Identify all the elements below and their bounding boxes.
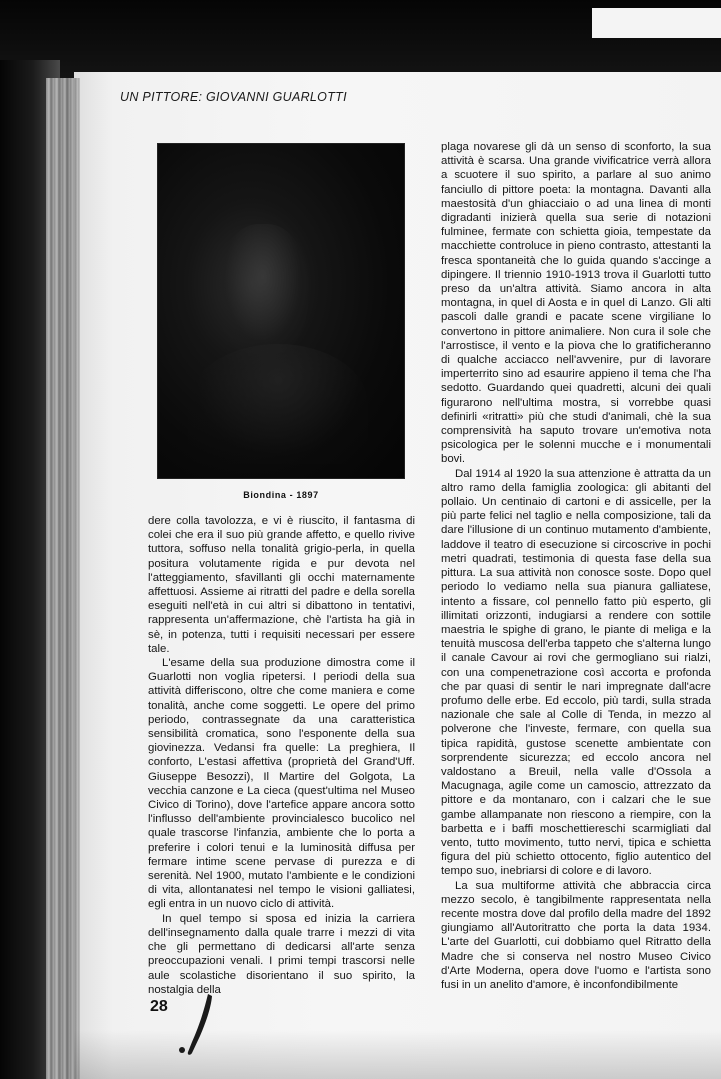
left-paragraph-1: dere colla tavolozza, e vi è riuscito, il fantasma di colei che era il suo più grande affetto, e quello rivive tuttora, soffuso nella tonalità grigio-perla, in quella positura volutamente rigida e pur devota nel l'atteggiamento, sfavillanti gli occhi maternamente affettuosi. Assieme ai ritratti del padre e della sorella eseguiti nell'età in cui altri si dibattono in tentativi, rappresenta un'affermazione, chè l'artista ha già in sè, in potenza, tutti i requisiti necessari per essere tale. [148,515,415,655]
scan-corner-patch [592,8,721,38]
portrait-body-shape [188,344,368,464]
left-paragraph-3: In quel tempo si sposa ed inizia la carriera dell'insegnamento dalla quale trarre i mezzi di vita che gli permettano di dedicarsi all'arte senza preoccupazioni venali. I primi tempi trascorsi nelle aule scolastiche disorientano il suo spirito, la nostalgia della [148,912,415,996]
book-gutter [46,78,80,1079]
scan-bottom-shade [74,1030,721,1079]
page-number: 28 [150,998,168,1015]
portrait-face-shape [218,224,308,354]
portrait-figure [158,144,404,478]
right-paragraph-3: La sua multiforme attività che abbraccia circa mezzo secolo, è tangibilmente rappresentata nella recente mostra dove dal profilo della madre del 1892 giungiamo all'Autoritratto che porta la data 1934. L'arte del Guarlotti, cui dobbiamo quel Ritratto della Madre che si conserva nel nostro Museo Civico d'Arte Moderna, opera dove l'uomo e l'artista sono fusi in un anelito d'amore, è inconfondibilmente [441,879,711,991]
ink-smudge-mark [178,990,218,1060]
right-paragraph-1: plaga novarese gli dà un senso di sconforto, la sua attività è scarsa. Una grande vivificatrice verrà allora a scuotere il suo spirito, a parlare al suo animo fanciullo di pittore poeta: la montagna. Davanti alla maestosità d'un ghiacciaio o ad una linea di monti digradanti inizierà quella sua serie di notazioni fulminee, fermate con schietta gioia, tempestate da macchiette controluce in pieno contrasto, attestanti la fresca spontaneità che lo guida quando s'accinge a dipingere. Il triennio 1910-1913 trova il Guarlotti tutto preso da un'altra attività. Siamo ancora in alta montagna, in quel di Aosta e in quel di Lanzo. Gli alti pascoli dalle grandi e pacate scene virgiliane lo convertono in pittore animaliere. Non cura il sole che l'arrostisce, il vento e la piova che lo gratificheranno di qualche acciacco nell'avvenire, pur di lavorare imperterrito sino ad esaurire appieno il tema che l'ha sedotto. Guardando quei quadretti, alcuni dei quali figurarono nell'ultima mostra, si vorrebbe quasi definirli «ritratti» più che studi d'animali, chè la sua comprensività ha saputo trovare un'emotiva nota psicologica per le solenni mucche e i monumentali bovi. [441,141,711,466]
left-column [148,514,415,1024]
right-paragraph-2: Dal 1914 al 1920 la sua attenzione è attratta da un altro ramo della famiglia zoologica: gli abitanti del pollaio. Un centinaio di cartoni e di assicelle, per la più parte felici nel taglio e nella composizione, tali da dare l'illusione di un continuo mutamento d'ambiente, laddove il teatro di esecuzione si circoscrive in pochi metri quadrati, testimonia di questa fase della sua pittura. La sua attività non conosce soste. Dopo quel periodo lo vediamo nella sua pianura galliatese, intento a fissare, col pennello fatto più esperto, gli illimitati orizzonti, indugiarsi a rendere con sottile maestria le spighe di grano, le piante di meliga e la tenuità muscosa dell'erba tappeto che s'alterna lungo il canale Cavour ai rovi che germogliano sui rialzi, con una compenetrazione così accorta e profonda che par quasi di sentir le nari impregnate dall'acre profumo delle erbe. Ed eccolo, più tardi, sulla strada nazionale che sale al Colle di Tenda, in mezzo al polverone che l'investe, fermare, con quella sua tipica rapidità, gustose scenette ambientate con sorprendente sicurezza; ed eccolo ancora nel valdostano a Breuil, nella valle d'Ossola a Macugnaga, agile come un camoscio, attrezzato da pittore e da montanaro, con i calzari che le sue gambe allampanate non riescono a riempire, con la barbetta e i baffi moschettiereschi scarmigliati dal vento, tutto movimento, tutto nervi, tipica e schietta figura del più schietto ottocento, figlio autentico del tempo suo, inebriarsi di colore e di lavoro. [441,467,711,878]
right-column [441,140,711,991]
running-head: UN PITTORE: GIOVANNI GUARLOTTI [120,90,347,104]
left-paragraph-2: L'esame della sua produzione dimostra come il Guarlotti non voglia ripetersi. I periodi della sua attività differiscono, oltre che come maniera e come tonalità, anche come soggetti. Le opere del primo periodo, contrassegnate da una caratteristica sensibilità cromatica, sono l'esponente della sua giovinezza. Vedansi fra quelle: La preghiera, Il conforto, L'estasi affettiva (proprietà del Grand'Uff. Giuseppe Besozzi), Il Martire del Golgota, La vecchia canzone e La cieca (quest'ultima nel Museo Civico di Torino), dove l'artefice appare ancora sotto l'influsso dell'ambiente provincialesco bucolico nel quale trascorse l'infanzia, ambiente che lo porta a preferire i colori tenui e la luminosità diffusa per fermare intime scene pervase di purezza e di serenità. Nel 1900, mutato l'ambiente e le condizioni di vita, allontanatesi nel tempo le visioni galliatesi, egli entra in un nuovo ciclo di attività. [148,657,415,911]
figure-caption: Biondina - 1897 [243,490,319,500]
